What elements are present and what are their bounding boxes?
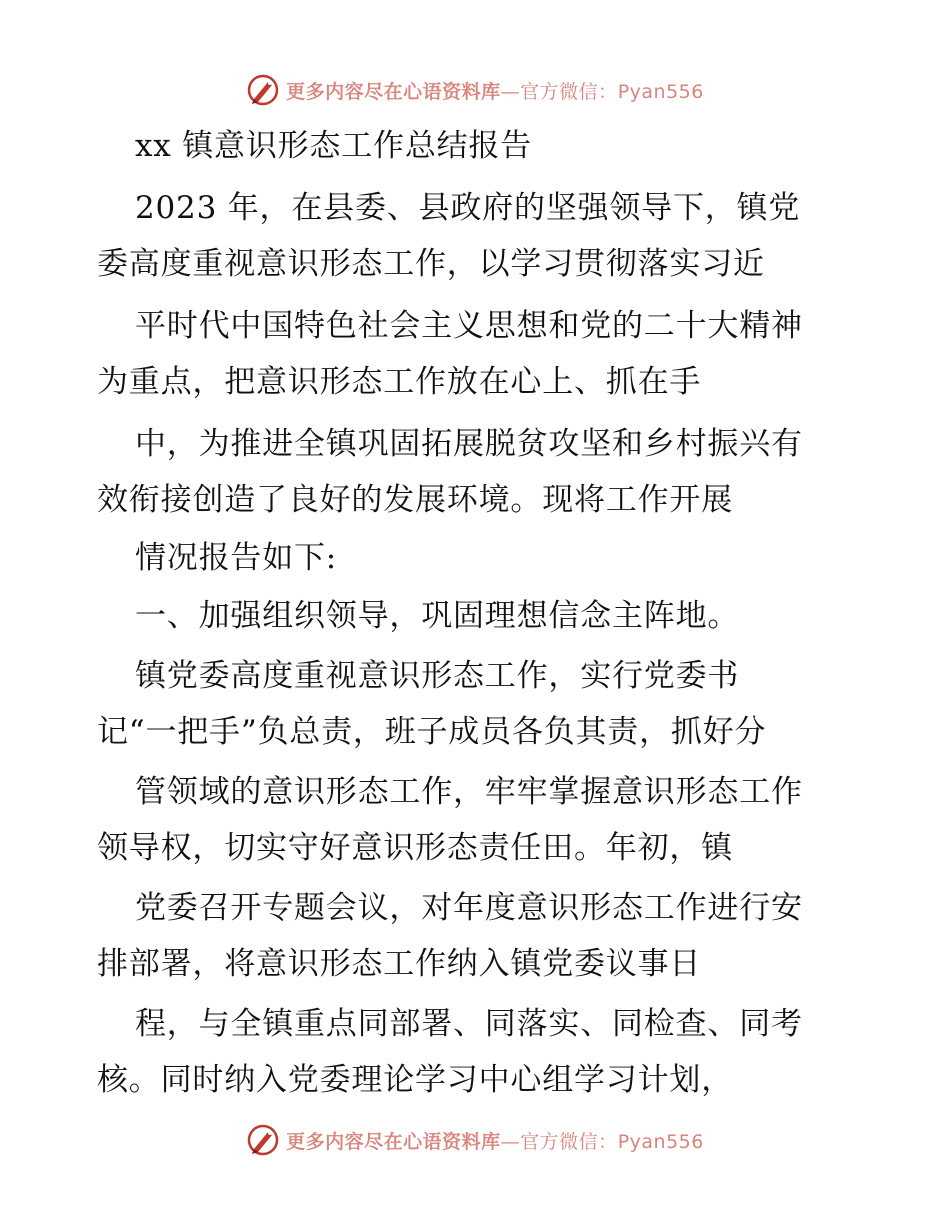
paragraph-line: 排部署，将意识形态工作纳入镇党委议事日	[97, 946, 702, 982]
watermark-separator: —	[500, 1130, 521, 1153]
paragraph-line: 效衔接创造了良好的发展环境。现将工作开展	[97, 482, 733, 518]
paragraph-line: 2023 年，在县委、县政府的坚强领导下，镇党	[135, 190, 801, 226]
paragraph-line: 中，为推进全镇巩固拓展脱贫攻坚和乡村振兴有	[135, 426, 803, 462]
paragraph-line: 党委召开专题会议，对年度意识形态工作进行安	[135, 890, 803, 926]
paragraph-line: 核。同时纳入党委理论学习中心组学习计划，	[97, 1062, 733, 1098]
watermark-banner-bottom	[0, 1120, 950, 1160]
paragraph-line: 记“一把手”负总责，班子成员各负其责，抓好分	[97, 714, 767, 750]
paragraph-line: 管领域的意识形态工作，牢牢掌握意识形态工作	[135, 774, 803, 810]
watermark-brand: 更多内容尽在心语资料库	[286, 1130, 501, 1153]
watermark-label: 官方微信：	[520, 80, 618, 103]
paragraph-line: 为重点，把意识形态工作放在心上、抓在手	[97, 364, 702, 400]
watermark-separator: —	[500, 80, 521, 103]
watermark-account: Pyan556	[617, 80, 704, 103]
paragraph-line: 领导权，切实守好意识形态责任田。年初，镇	[97, 830, 733, 866]
watermark-brand: 更多内容尽在心语资料库	[286, 80, 501, 103]
section-heading: 一、加强组织领导，巩固理想信念主阵地。	[135, 598, 740, 634]
paragraph-line: 程，与全镇重点同部署、同落实、同检查、同考	[135, 1006, 803, 1042]
paragraph-line: 平时代中国特色社会主义思想和党的二十大精神	[135, 308, 803, 344]
document-title: xx 镇意识形态工作总结报告	[135, 128, 533, 164]
watermark-label: 官方微信：	[520, 1130, 618, 1153]
pen-circle-logo-icon	[246, 1123, 280, 1157]
paragraph-line: 镇党委高度重视意识形态工作，实行党委书	[135, 658, 740, 694]
watermark-text	[286, 1127, 704, 1154]
watermark-account: Pyan556	[617, 1130, 704, 1153]
paragraph-line: 委高度重视意识形态工作，以学习贯彻落实习近	[97, 246, 765, 282]
paragraph-line: 情况报告如下:	[135, 540, 338, 576]
